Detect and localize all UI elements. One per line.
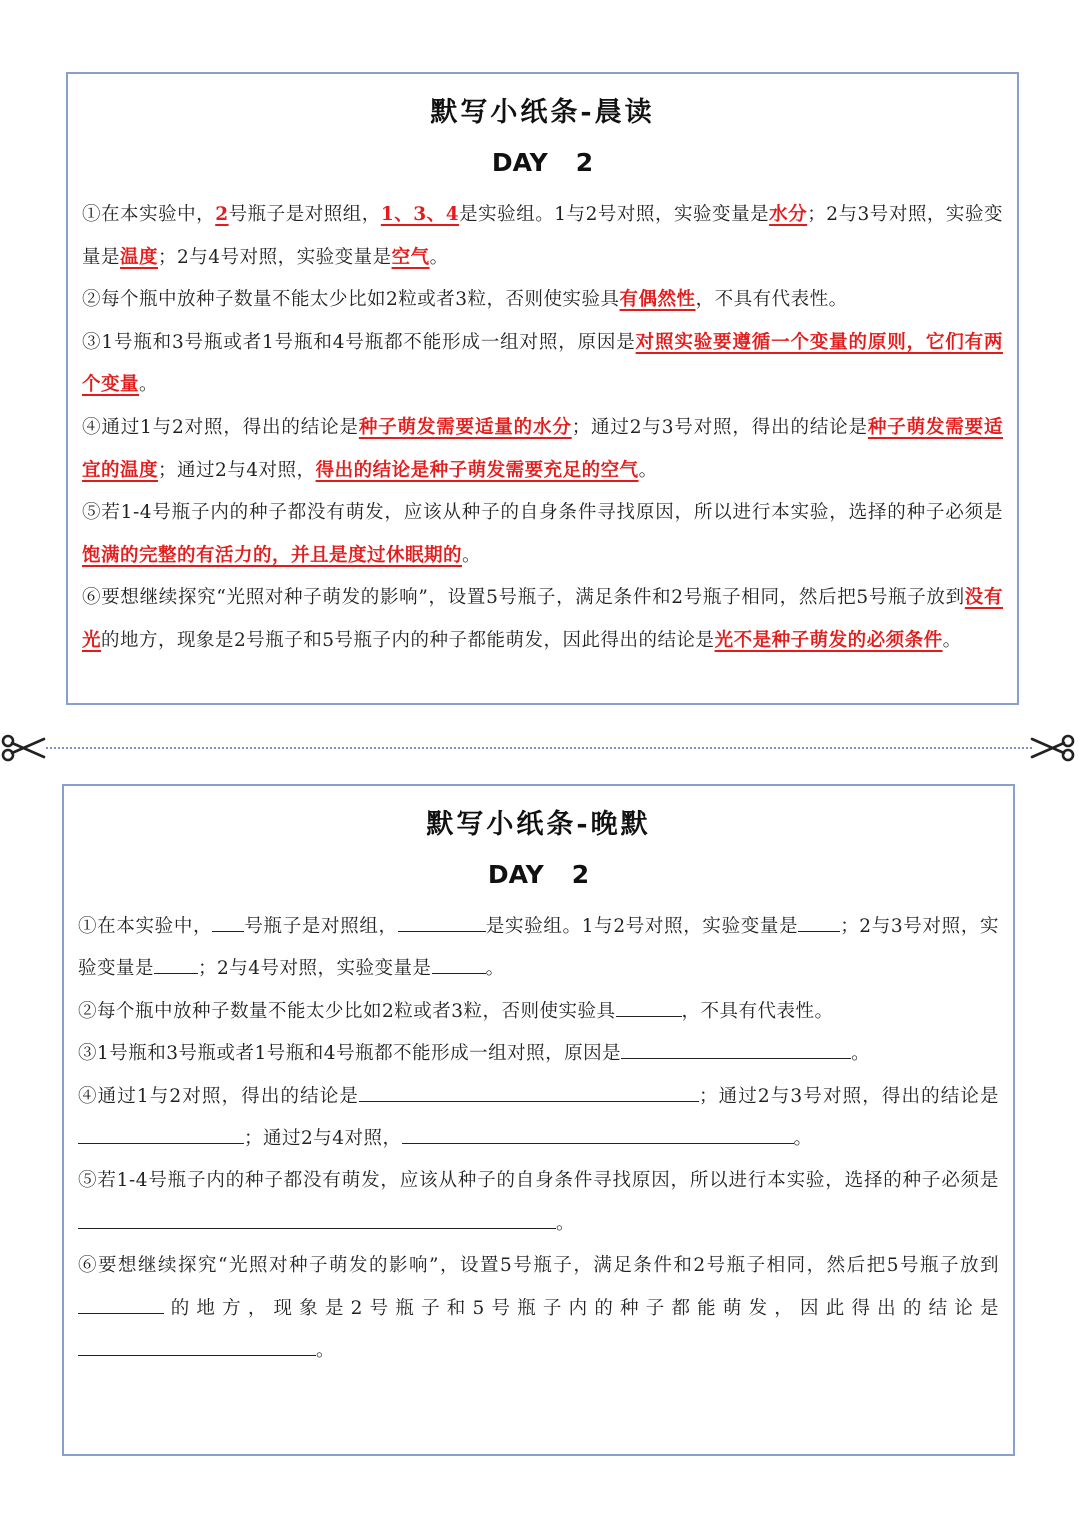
text-run: ；通过2与4对照， xyxy=(158,459,316,481)
evening-item-3 xyxy=(78,1033,999,1075)
text-run: 是实验组。1与2号对照，实验变量是 xyxy=(485,916,799,937)
text-run: ；2与4号对照，实验变量是 xyxy=(198,958,432,980)
answer-blank[interactable] xyxy=(432,972,486,974)
evening-day-number: 2 xyxy=(571,860,590,889)
answer: 没有光 xyxy=(82,587,1003,651)
text-run: ①在本实验中， xyxy=(78,916,213,937)
evening-item-2 xyxy=(78,991,999,1033)
morning-item-3 xyxy=(82,322,1003,407)
text-run: ①在本实验中， xyxy=(82,204,216,225)
answer-blank[interactable] xyxy=(402,1142,794,1144)
text-run: 。 xyxy=(139,374,159,396)
answer: 种子萌发需要适量的水分 xyxy=(358,416,572,438)
dotted-divider xyxy=(46,747,1032,749)
morning-item-1 xyxy=(82,194,1003,279)
answer-blank[interactable] xyxy=(398,930,486,932)
text-run: ②每个瓶中放种子数量不能太少比如2粒或者3粒，否则使实验具 xyxy=(78,1000,616,1022)
text-run: 。 xyxy=(485,958,505,980)
text-run: ；2与3号对照，实验变量是 xyxy=(78,916,999,980)
evening-card xyxy=(62,784,1015,1456)
morning-item-4 xyxy=(82,407,1003,492)
answer: 得出的结论是种子萌发需要充足的空气 xyxy=(315,459,639,481)
text-run: ，不具有代表性。 xyxy=(695,289,848,311)
answer: 2 xyxy=(215,204,229,225)
text-run: 。 xyxy=(462,544,482,566)
cut-line xyxy=(0,733,1080,763)
text-run: 的地方，现象是2号瓶子和5号瓶子内的种子都能萌发，因此得出的结论是 xyxy=(164,1297,999,1319)
text-run: ③1号瓶和3号瓶或者1号瓶和4号瓶都不能形成一组对照，原因是 xyxy=(78,1043,622,1065)
answer: 种子萌发需要适宜的温度 xyxy=(82,416,1003,481)
answer: 对照实验要遵循一个变量的原则，它们有两个变量 xyxy=(82,331,1003,396)
text-run: 。 xyxy=(851,1043,871,1065)
evening-title: 默写小纸条-晚默 xyxy=(426,809,651,840)
text-run: ，不具有代表性。 xyxy=(681,1000,834,1022)
text-run: 。 xyxy=(942,629,962,651)
text-run: ③1号瓶和3号瓶或者1号瓶和4号瓶都不能形成一组对照，原因是 xyxy=(82,331,636,353)
text-run: 号瓶子是对照组， xyxy=(228,204,381,225)
evening-body xyxy=(78,906,999,1372)
evening-day-label: DAY xyxy=(487,860,544,889)
text-run: 。 xyxy=(429,246,449,268)
answer-blank[interactable] xyxy=(78,1227,556,1229)
answer-blank[interactable] xyxy=(78,1142,244,1144)
text-run: 号瓶子是对照组， xyxy=(244,916,398,937)
morning-day xyxy=(68,148,1017,177)
text-run: ；通过2与3号对照，得出的结论是 xyxy=(571,416,868,438)
morning-item-6 xyxy=(82,577,1003,662)
text-run: ⑤若1-4号瓶子内的种子都没有萌发，应该从种子的自身条件寻找原因，所以进行本实验，选择的种子必须是 xyxy=(78,1170,999,1192)
morning-title: 默写小纸条-晨读 xyxy=(430,97,655,128)
morning-body xyxy=(82,194,1003,663)
evening-item-5 xyxy=(78,1160,999,1245)
morning-item-2 xyxy=(82,279,1003,322)
text-run: ④通过1与2对照，得出的结论是 xyxy=(82,416,359,438)
text-run: 。 xyxy=(316,1340,336,1362)
answer: 有偶然性 xyxy=(619,289,696,311)
answer: 空气 xyxy=(391,246,430,268)
text-run: ；2与3号对照，实验变量是 xyxy=(82,204,1003,268)
answer-blank[interactable] xyxy=(359,1100,699,1102)
answer-blank[interactable] xyxy=(78,1312,164,1314)
answer: 水分 xyxy=(769,204,808,225)
evening-item-4 xyxy=(78,1076,999,1161)
answer: 饱满的完整的有活力的，并且是度过休眠期的 xyxy=(82,544,463,566)
answer-blank[interactable] xyxy=(621,1057,851,1059)
text-run: 是实验组。1与2号对照，实验变量是 xyxy=(459,204,770,225)
answer: 温度 xyxy=(120,246,159,268)
text-run: 。 xyxy=(793,1128,813,1150)
text-run: 。 xyxy=(556,1212,576,1234)
text-run: 。 xyxy=(638,459,658,481)
answer: 光不是种子萌发的必须条件 xyxy=(714,629,943,651)
answer-blank[interactable] xyxy=(798,930,840,932)
evening-item-1 xyxy=(78,906,999,991)
evening-item-6 xyxy=(78,1245,999,1372)
answer: 1、3、4 xyxy=(380,204,460,225)
morning-item-5 xyxy=(82,492,1003,577)
answer-blank[interactable] xyxy=(154,972,198,974)
text-run: ；2与4号对照，实验变量是 xyxy=(158,246,392,268)
morning-card xyxy=(66,72,1019,705)
text-run: ⑥要想继续探究“光照对种子萌发的影响”，设置5号瓶子，满足条件和2号瓶子相同，然后把5号瓶子放到 xyxy=(82,587,965,609)
scissors-icon xyxy=(1030,733,1076,763)
scissors-icon xyxy=(0,733,46,763)
text-run: ⑤若1-4号瓶子内的种子都没有萌发，应该从种子的自身条件寻找原因，所以进行本实验，选择的种子必须是 xyxy=(82,502,1003,524)
text-run: ②每个瓶中放种子数量不能太少比如2粒或者3粒，否则使实验具 xyxy=(82,289,620,311)
text-run: 的地方，现象是2号瓶子和5号瓶子内的种子都能萌发，因此得出的结论是 xyxy=(101,629,715,651)
morning-day-label: DAY xyxy=(491,148,548,177)
answer-blank[interactable] xyxy=(78,1354,316,1356)
text-run: ；通过2与3号对照，得出的结论是 xyxy=(699,1085,999,1107)
text-run: ；通过2与4对照， xyxy=(244,1128,402,1150)
answer-blank[interactable] xyxy=(616,1015,682,1017)
morning-day-number: 2 xyxy=(575,148,594,177)
evening-day xyxy=(64,860,1013,889)
answer-blank[interactable] xyxy=(212,930,244,932)
text-run: ④通过1与2对照，得出的结论是 xyxy=(78,1085,359,1107)
text-run: ⑥要想继续探究“光照对种子萌发的影响”，设置5号瓶子，满足条件和2号瓶子相同，然后把5号瓶子放到 xyxy=(78,1255,999,1277)
